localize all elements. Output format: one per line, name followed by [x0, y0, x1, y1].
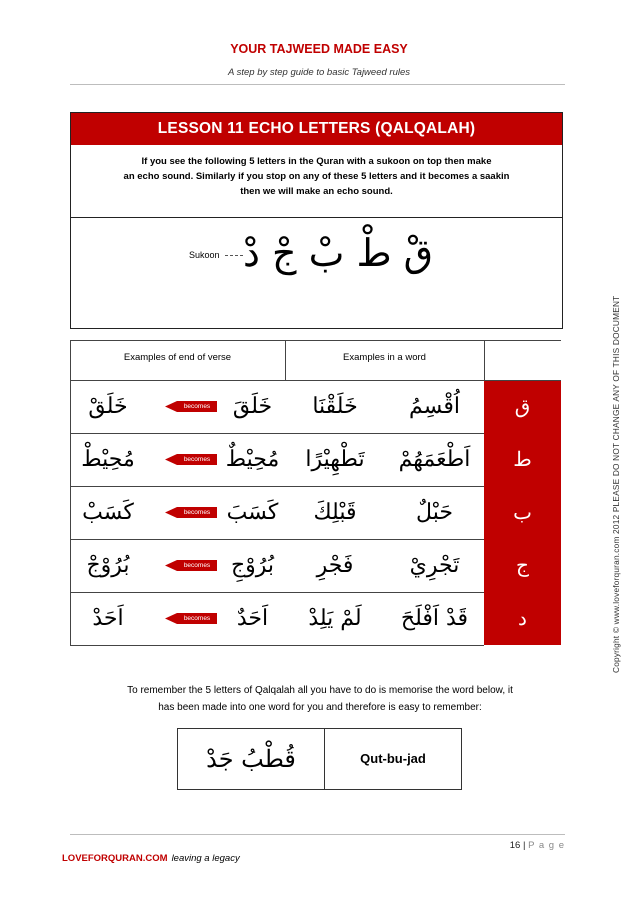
becomes-arrow-icon	[165, 454, 217, 465]
verse-original: مُحِيْطٌ	[225, 447, 280, 472]
header-end-of-verse: Examples of end of verse	[123, 352, 232, 363]
qalqalah-letters: قْ طْ بْ جْ دْ	[243, 231, 434, 275]
word-example: حَبْلٌ	[416, 500, 453, 525]
row-letter: ق	[514, 394, 531, 418]
table-rule	[70, 340, 561, 341]
table-rule	[70, 592, 484, 593]
copyright-notice: Copyright © www.loveforquran.com 2012 PLEASE DO NOT CHANGE ANY OF THIS DOCUMENT	[611, 295, 621, 673]
sukoon-label: Sukoon	[189, 250, 220, 260]
word-example: خَلَقْنَا	[312, 394, 358, 419]
row-letter: د	[518, 606, 527, 630]
table-rule	[70, 486, 484, 487]
mnemonic-arabic: قُطْبُ جَدْ	[178, 729, 325, 789]
row-letter: ج	[516, 553, 529, 577]
row-letter: ط	[513, 447, 532, 471]
page-number	[470, 840, 565, 851]
verse-becomes: مُحِيْطْ	[81, 447, 135, 472]
intro-line-1: If you see the following 5 letters in the Quran with a sukoon on top then make	[141, 156, 492, 167]
verse-becomes: خَلَقْ	[88, 394, 128, 419]
becomes-arrow-icon	[165, 613, 217, 624]
mnemonic-box	[177, 728, 462, 790]
header-in-word: Examples in a word	[343, 352, 426, 363]
becomes-label: becomes	[183, 509, 211, 516]
verse-original: خَلَقَ	[232, 394, 273, 419]
brand-name: LOVEFORQURAN.COM	[62, 853, 168, 864]
verse-original: كَسَبَ	[226, 500, 279, 525]
document-title: YOUR TAJWEED MADE EASY	[230, 42, 408, 56]
verse-becomes: اَحَدْ	[92, 606, 124, 631]
page-separator: |	[522, 840, 526, 851]
word-example: فَجْرِ	[316, 553, 354, 578]
becomes-label: becomes	[183, 615, 211, 622]
remember-paragraph	[85, 682, 555, 716]
verse-becomes: كَسَبْ	[82, 500, 134, 525]
table-column-rule	[484, 340, 485, 380]
remember-line-2: has been made into one word for you and therefore is easy to remember:	[158, 702, 482, 713]
becomes-arrow-icon	[165, 507, 217, 518]
document-subtitle: A step by step guide to basic Tajweed rules	[227, 67, 411, 78]
verse-original: بُرُوْجِ	[230, 553, 275, 578]
mnemonic-transliteration: Qut-bu-jad	[360, 751, 426, 766]
row-letter: ب	[513, 500, 532, 524]
lesson-intro	[71, 146, 562, 218]
remember-line-1: To remember the 5 letters of Qalqalah all you have to do is memorise the word below, it	[127, 685, 513, 696]
footer-brand	[62, 853, 240, 864]
table-column-rule	[285, 340, 286, 380]
page-label: P a g e	[528, 840, 565, 851]
word-example: قَدْ اَفْلَحَ	[400, 606, 469, 631]
brand-tagline: leaving a legacy	[171, 853, 240, 864]
becomes-label: becomes	[183, 403, 211, 410]
word-example: قَبْلِكَ	[313, 500, 357, 525]
intro-line-2: an echo sound. Similarly if you stop on any of these 5 letters and it becomes a saakin	[123, 171, 510, 182]
word-example: اَطْعَمَهُمْ	[398, 447, 471, 472]
becomes-arrow-icon	[165, 401, 217, 412]
footer-divider	[70, 834, 565, 835]
becomes-label: becomes	[183, 562, 211, 569]
table-rule	[70, 645, 484, 646]
lesson-box	[70, 112, 563, 329]
verse-becomes: بُرُوْجْ	[86, 553, 130, 578]
table-column-rule	[70, 340, 71, 645]
intro-line-3: then we will make an echo sound.	[240, 186, 393, 197]
verse-original: اَحَدٌ	[236, 606, 269, 631]
header-divider	[70, 84, 565, 85]
lesson-title: LESSON 11 ECHO LETTERS (QALQALAH)	[71, 113, 562, 145]
table-rule	[70, 433, 484, 434]
becomes-label: becomes	[183, 456, 211, 463]
sukoon-arrow	[225, 255, 243, 256]
word-example: اُقْسِمُ	[409, 394, 460, 419]
table-rule	[70, 539, 484, 540]
page-number-value: 16	[509, 840, 521, 851]
examples-table	[70, 340, 561, 645]
word-example: تَطْهِيْرًا	[305, 447, 365, 472]
table-rule	[70, 380, 561, 381]
becomes-arrow-icon	[165, 560, 217, 571]
word-example: تَجْرِيْ	[409, 553, 460, 578]
word-example: لَمْ يَلِدْ	[308, 606, 362, 631]
